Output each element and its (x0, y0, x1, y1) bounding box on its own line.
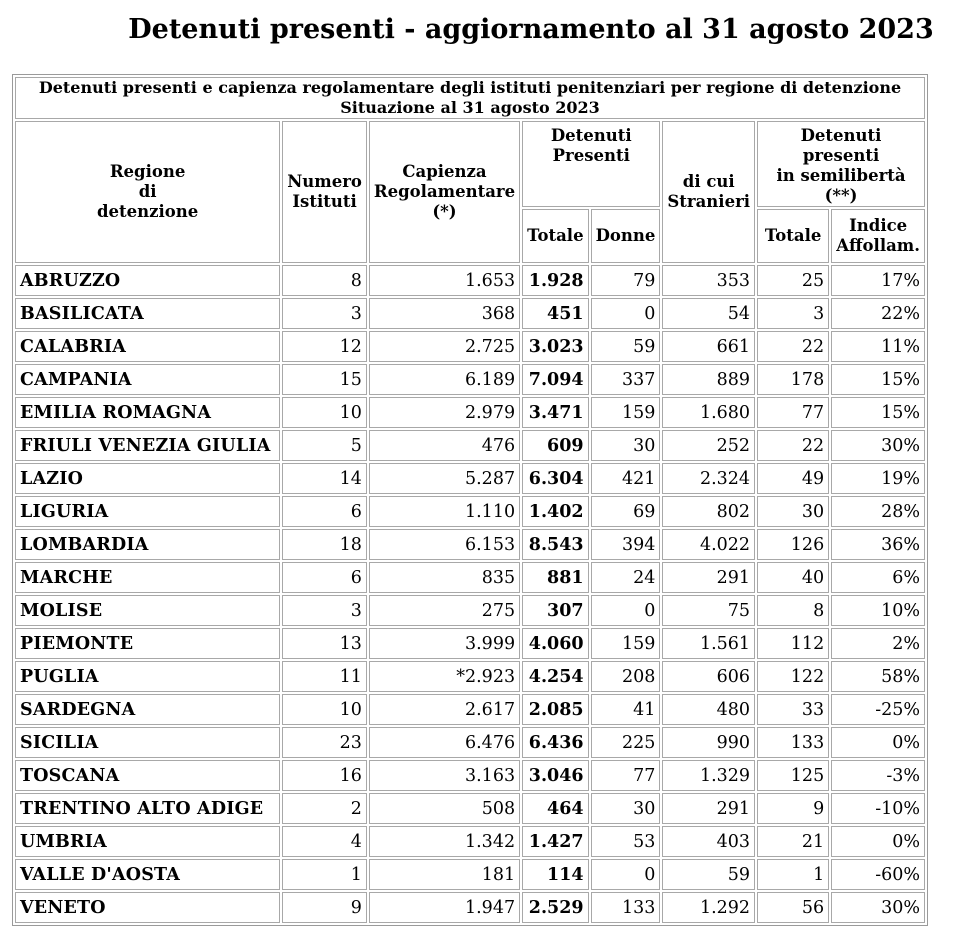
cell-donne: 0 (591, 595, 661, 626)
cell-capienza: 476 (369, 430, 520, 461)
cell-indice: 30% (831, 430, 925, 461)
cell-capienza: 6.189 (369, 364, 520, 395)
cell-capienza: 508 (369, 793, 520, 824)
cell-stranieri: 403 (662, 826, 755, 857)
cell-capienza: 368 (369, 298, 520, 329)
header-regione: Regione di detenzione (15, 121, 280, 263)
cell-capienza: 3.163 (369, 760, 520, 791)
table-row (15, 463, 925, 494)
cell-donne: 77 (591, 760, 661, 791)
table-row (15, 793, 925, 824)
cell-stranieri: 1.292 (662, 892, 755, 923)
table-row (15, 859, 925, 890)
cell-regione: MARCHE (15, 562, 280, 593)
header-donne: Donne (591, 209, 661, 263)
cell-semi-totale: 49 (757, 463, 829, 494)
cell-indice: 22% (831, 298, 925, 329)
cell-totale: 4.254 (522, 661, 588, 692)
cell-capienza: 3.999 (369, 628, 520, 659)
cell-indice: -10% (831, 793, 925, 824)
cell-stranieri: 291 (662, 793, 755, 824)
detainees-table (12, 74, 928, 926)
cell-semi-totale: 112 (757, 628, 829, 659)
cell-indice: 17% (831, 265, 925, 296)
cell-totale: 881 (522, 562, 588, 593)
cell-istituti: 14 (282, 463, 367, 494)
cell-regione: LOMBARDIA (15, 529, 280, 560)
cell-semi-totale: 126 (757, 529, 829, 560)
cell-stranieri: 606 (662, 661, 755, 692)
cell-donne: 421 (591, 463, 661, 494)
cell-capienza: 2.725 (369, 331, 520, 362)
header-stranieri: di cui Stranieri (662, 121, 755, 263)
cell-istituti: 4 (282, 826, 367, 857)
cell-semi-totale: 22 (757, 331, 829, 362)
cell-istituti: 12 (282, 331, 367, 362)
cell-istituti: 6 (282, 562, 367, 593)
table-row (15, 496, 925, 527)
cell-regione: SICILIA (15, 727, 280, 758)
table-row (15, 628, 925, 659)
cell-regione: VALLE D'AOSTA (15, 859, 280, 890)
cell-donne: 41 (591, 694, 661, 725)
cell-istituti: 3 (282, 298, 367, 329)
cell-donne: 30 (591, 430, 661, 461)
cell-stranieri: 889 (662, 364, 755, 395)
cell-semi-totale: 56 (757, 892, 829, 923)
cell-indice: 6% (831, 562, 925, 593)
cell-donne: 159 (591, 397, 661, 428)
cell-totale: 464 (522, 793, 588, 824)
cell-donne: 53 (591, 826, 661, 857)
cell-regione: CAMPANIA (15, 364, 280, 395)
cell-totale: 1.928 (522, 265, 588, 296)
header-semiliberta: Detenuti presenti in semilibertà (**) (757, 121, 925, 207)
cell-semi-totale: 9 (757, 793, 829, 824)
cell-donne: 30 (591, 793, 661, 824)
cell-totale: 1.427 (522, 826, 588, 857)
cell-regione: EMILIA ROMAGNA (15, 397, 280, 428)
cell-capienza: 1.653 (369, 265, 520, 296)
cell-indice: 11% (831, 331, 925, 362)
table-row (15, 265, 925, 296)
cell-semi-totale: 133 (757, 727, 829, 758)
cell-semi-totale: 33 (757, 694, 829, 725)
cell-totale: 3.023 (522, 331, 588, 362)
cell-totale: 451 (522, 298, 588, 329)
cell-indice: -60% (831, 859, 925, 890)
cell-capienza: 2.979 (369, 397, 520, 428)
cell-istituti: 2 (282, 793, 367, 824)
cell-capienza: 5.287 (369, 463, 520, 494)
cell-donne: 59 (591, 331, 661, 362)
cell-regione: MOLISE (15, 595, 280, 626)
table-row (15, 529, 925, 560)
cell-donne: 225 (591, 727, 661, 758)
cell-regione: VENETO (15, 892, 280, 923)
cell-semi-totale: 3 (757, 298, 829, 329)
cell-regione: PIEMONTE (15, 628, 280, 659)
cell-semi-totale: 25 (757, 265, 829, 296)
cell-totale: 8.543 (522, 529, 588, 560)
cell-donne: 159 (591, 628, 661, 659)
table-row (15, 892, 925, 923)
cell-stranieri: 1.329 (662, 760, 755, 791)
table-row (15, 826, 925, 857)
cell-totale: 6.304 (522, 463, 588, 494)
table-row (15, 298, 925, 329)
cell-stranieri: 291 (662, 562, 755, 593)
cell-donne: 208 (591, 661, 661, 692)
cell-capienza: 181 (369, 859, 520, 890)
cell-istituti: 15 (282, 364, 367, 395)
header-numero-istituti: Numero Istituti (282, 121, 367, 263)
cell-istituti: 18 (282, 529, 367, 560)
cell-indice: 15% (831, 364, 925, 395)
cell-regione: SARDEGNA (15, 694, 280, 725)
cell-donne: 133 (591, 892, 661, 923)
cell-donne: 337 (591, 364, 661, 395)
cell-capienza: 1.110 (369, 496, 520, 527)
cell-istituti: 13 (282, 628, 367, 659)
caption-line-2: Situazione al 31 agosto 2023 (340, 98, 600, 117)
cell-capienza: 2.617 (369, 694, 520, 725)
cell-istituti: 8 (282, 265, 367, 296)
cell-donne: 0 (591, 859, 661, 890)
table-row (15, 661, 925, 692)
cell-totale: 7.094 (522, 364, 588, 395)
cell-istituti: 5 (282, 430, 367, 461)
cell-semi-totale: 178 (757, 364, 829, 395)
page-title: Detenuti presenti - aggiornamento al 31 agosto 2023 (128, 14, 934, 45)
cell-totale: 2.085 (522, 694, 588, 725)
cell-istituti: 23 (282, 727, 367, 758)
cell-istituti: 6 (282, 496, 367, 527)
cell-donne: 394 (591, 529, 661, 560)
table-row (15, 364, 925, 395)
cell-capienza: 275 (369, 595, 520, 626)
cell-semi-totale: 40 (757, 562, 829, 593)
header-totale: Totale (522, 209, 588, 263)
cell-semi-totale: 30 (757, 496, 829, 527)
cell-stranieri: 1.680 (662, 397, 755, 428)
cell-stranieri: 252 (662, 430, 755, 461)
cell-semi-totale: 1 (757, 859, 829, 890)
cell-stranieri: 802 (662, 496, 755, 527)
cell-stranieri: 4.022 (662, 529, 755, 560)
cell-regione: LAZIO (15, 463, 280, 494)
cell-stranieri: 480 (662, 694, 755, 725)
header-indice: Indice Affollam. (831, 209, 925, 263)
cell-stranieri: 990 (662, 727, 755, 758)
cell-indice: 15% (831, 397, 925, 428)
header-semi-totale: Totale (757, 209, 829, 263)
cell-regione: CALABRIA (15, 331, 280, 362)
cell-donne: 79 (591, 265, 661, 296)
cell-istituti: 16 (282, 760, 367, 791)
cell-regione: TOSCANA (15, 760, 280, 791)
table-row (15, 760, 925, 791)
cell-totale: 609 (522, 430, 588, 461)
cell-donne: 24 (591, 562, 661, 593)
cell-stranieri: 353 (662, 265, 755, 296)
cell-indice: 2% (831, 628, 925, 659)
cell-totale: 307 (522, 595, 588, 626)
caption-line-1: Detenuti presenti e capienza regolamentare degli istituti penitenziari per regione di detenzione (38, 78, 902, 97)
cell-capienza: 6.153 (369, 529, 520, 560)
cell-totale: 114 (522, 859, 588, 890)
cell-indice: 58% (831, 661, 925, 692)
cell-indice: 10% (831, 595, 925, 626)
cell-regione: TRENTINO ALTO ADIGE (15, 793, 280, 824)
cell-regione: ABRUZZO (15, 265, 280, 296)
cell-istituti: 3 (282, 595, 367, 626)
cell-semi-totale: 122 (757, 661, 829, 692)
table-row (15, 595, 925, 626)
table-row (15, 562, 925, 593)
cell-istituti: 1 (282, 859, 367, 890)
cell-stranieri: 75 (662, 595, 755, 626)
cell-semi-totale: 21 (757, 826, 829, 857)
cell-stranieri: 59 (662, 859, 755, 890)
cell-totale: 3.046 (522, 760, 588, 791)
table-row (15, 694, 925, 725)
cell-istituti: 10 (282, 694, 367, 725)
cell-regione: FRIULI VENEZIA GIULIA (15, 430, 280, 461)
cell-donne: 69 (591, 496, 661, 527)
cell-semi-totale: 77 (757, 397, 829, 428)
cell-totale: 3.471 (522, 397, 588, 428)
cell-indice: -25% (831, 694, 925, 725)
cell-indice: 28% (831, 496, 925, 527)
cell-regione: UMBRIA (15, 826, 280, 857)
cell-capienza: 1.342 (369, 826, 520, 857)
cell-indice: -3% (831, 760, 925, 791)
cell-totale: 2.529 (522, 892, 588, 923)
table-row (15, 331, 925, 362)
cell-istituti: 10 (282, 397, 367, 428)
cell-semi-totale: 8 (757, 595, 829, 626)
cell-capienza: 835 (369, 562, 520, 593)
header-capienza: Capienza Regolamentare (*) (369, 121, 520, 263)
cell-regione: PUGLIA (15, 661, 280, 692)
cell-capienza: 1.947 (369, 892, 520, 923)
cell-stranieri: 1.561 (662, 628, 755, 659)
table-row (15, 430, 925, 461)
cell-regione: LIGURIA (15, 496, 280, 527)
cell-donne: 0 (591, 298, 661, 329)
cell-totale: 4.060 (522, 628, 588, 659)
cell-istituti: 11 (282, 661, 367, 692)
cell-capienza: 6.476 (369, 727, 520, 758)
cell-stranieri: 54 (662, 298, 755, 329)
cell-semi-totale: 22 (757, 430, 829, 461)
cell-capienza: *2.923 (369, 661, 520, 692)
cell-indice: 19% (831, 463, 925, 494)
cell-totale: 1.402 (522, 496, 588, 527)
header-detenuti-presenti: Detenuti Presenti (522, 121, 660, 207)
table-row (15, 727, 925, 758)
cell-regione: BASILICATA (15, 298, 280, 329)
cell-stranieri: 661 (662, 331, 755, 362)
cell-indice: 0% (831, 727, 925, 758)
cell-stranieri: 2.324 (662, 463, 755, 494)
cell-indice: 30% (831, 892, 925, 923)
table-row (15, 397, 925, 428)
cell-istituti: 9 (282, 892, 367, 923)
table-caption (15, 77, 925, 119)
cell-indice: 36% (831, 529, 925, 560)
cell-semi-totale: 125 (757, 760, 829, 791)
cell-totale: 6.436 (522, 727, 588, 758)
cell-indice: 0% (831, 826, 925, 857)
